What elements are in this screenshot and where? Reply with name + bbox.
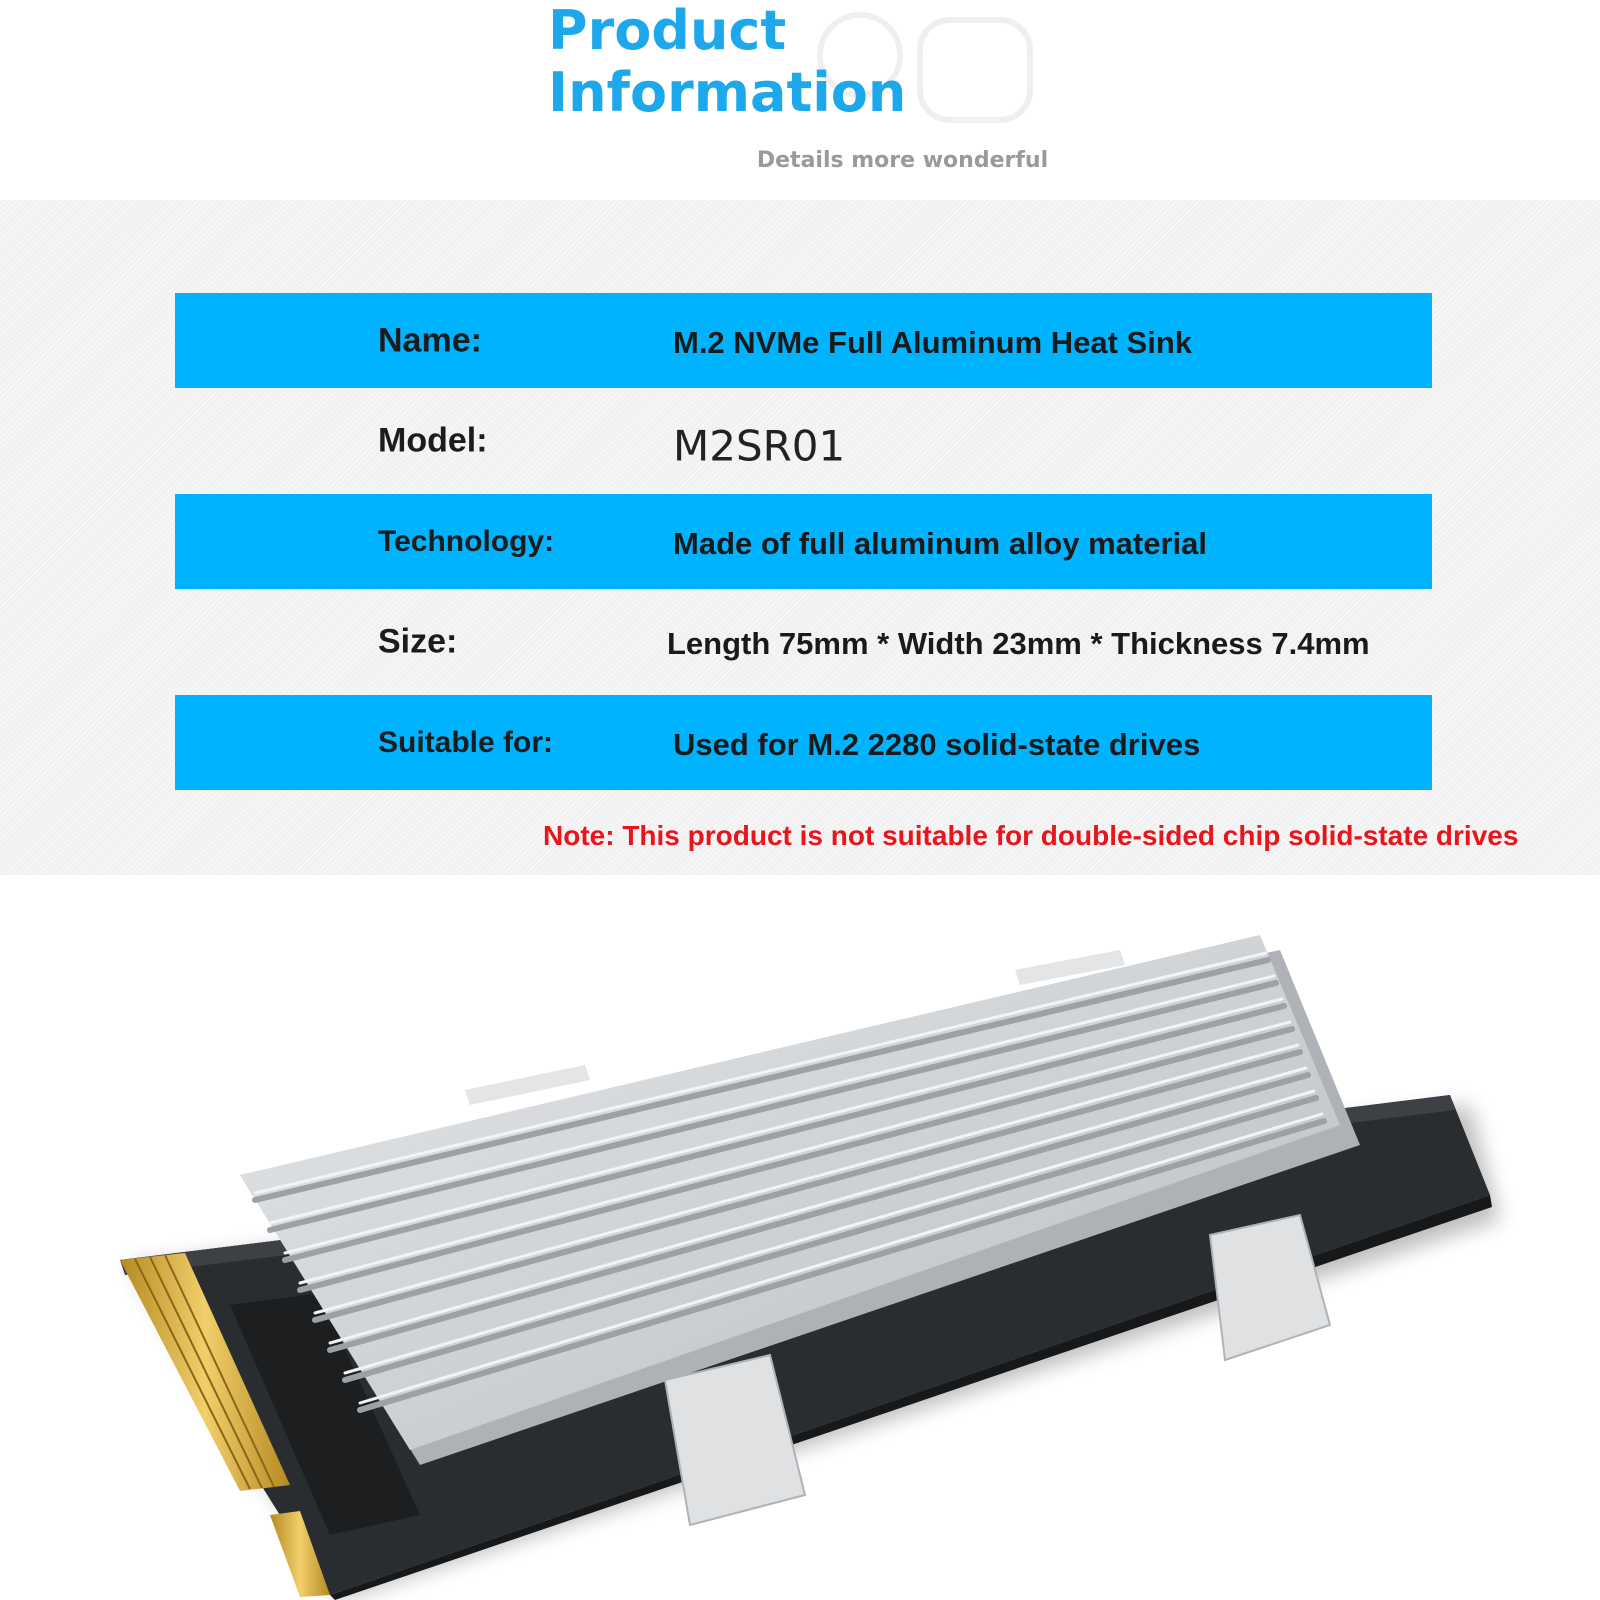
spec-value: M.2 NVMe Full Aluminum Heat Sink: [673, 324, 1193, 360]
spec-value: Used for M.2 2280 solid-state drives: [673, 726, 1201, 762]
spec-section: [0, 200, 1600, 875]
spec-row-size: [175, 589, 1432, 695]
title-line-2: Information: [548, 61, 907, 124]
spec-value: Length 75mm * Width 23mm * Thickness 7.4mm: [667, 625, 1370, 661]
spec-label: Suitable for:: [378, 725, 554, 759]
product-image: [0, 875, 1600, 1600]
subtitle: [0, 148, 1600, 173]
title-line-1: Product: [548, 0, 787, 62]
spec-row-technology: [175, 494, 1432, 589]
spec-value: M2SR01: [673, 421, 846, 471]
spec-row-model: [175, 388, 1432, 494]
spec-row-name: [175, 293, 1432, 388]
spec-row-suitable: [175, 695, 1432, 790]
spec-label: Name:: [378, 321, 482, 359]
compatibility-note: Note: This product is not suitable for double-sided chip solid-state drives: [543, 820, 1519, 851]
spec-label: Technology:: [378, 524, 555, 558]
header: [0, 0, 1600, 200]
subtitle-text: Details more wonderful: [756, 148, 1049, 173]
page-title: [548, 0, 906, 124]
spec-label: Model:: [378, 421, 488, 460]
spec-value: Made of full aluminum alloy material: [673, 525, 1207, 561]
spec-label: Size:: [378, 622, 458, 661]
spec-table: [175, 293, 1432, 790]
heatsink-ssd-illustration-icon: [0, 875, 1600, 1600]
